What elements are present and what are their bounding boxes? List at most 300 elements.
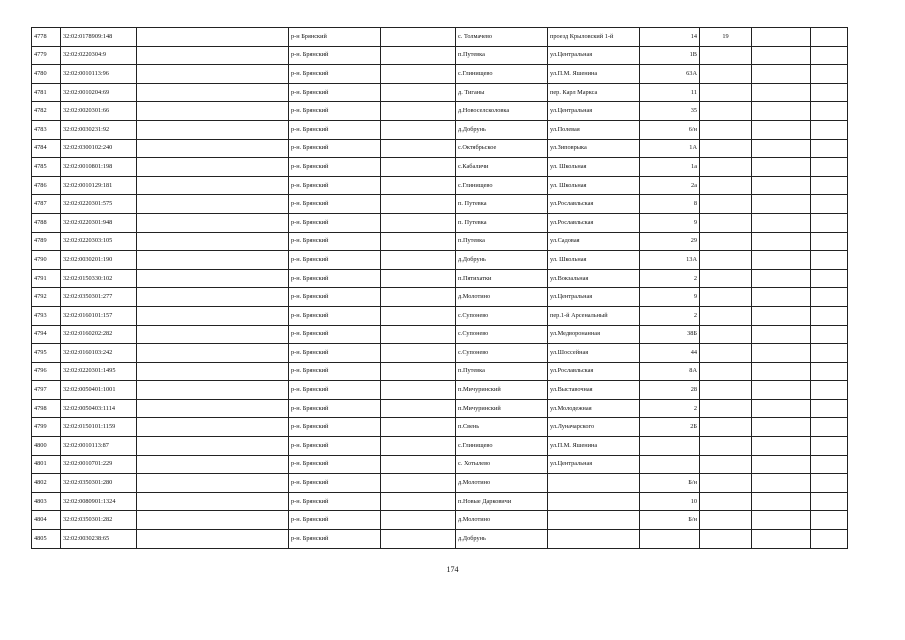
district-cell: р-н. Брянский — [289, 176, 381, 195]
table-body — [32, 28, 848, 549]
house-number-cell: 2 — [640, 269, 700, 288]
locality-cell: п.Пятихатки — [456, 269, 548, 288]
empty-cell — [381, 251, 456, 270]
empty-cell — [381, 269, 456, 288]
empty-cell — [137, 511, 289, 530]
house-number-cell — [640, 530, 700, 549]
empty-cell — [381, 399, 456, 418]
cadastral-number-cell: 32:02:0010204:69 — [61, 83, 137, 102]
extra-value-cell — [700, 65, 752, 84]
locality-cell: с.Октябрьское — [456, 139, 548, 158]
empty-cell — [811, 511, 848, 530]
street-cell — [548, 474, 640, 493]
empty-cell — [137, 176, 289, 195]
row-number-cell: 4801 — [32, 455, 61, 474]
extra-value-cell — [700, 492, 752, 511]
extra-value-cell — [700, 232, 752, 251]
page-number: 174 — [446, 565, 459, 574]
empty-cell — [752, 437, 811, 456]
table-row — [32, 139, 848, 158]
empty-cell — [381, 325, 456, 344]
empty-cell — [752, 455, 811, 474]
table-row — [32, 195, 848, 214]
empty-cell — [137, 492, 289, 511]
cadastral-number-cell: 32:02:0220303:105 — [61, 232, 137, 251]
house-number-cell: Б/н — [640, 474, 700, 493]
house-number-cell: 29 — [640, 232, 700, 251]
cadastral-number-cell: 32:02:0050403:1114 — [61, 399, 137, 418]
cadastral-number-cell: 32:02:0150330:102 — [61, 269, 137, 288]
locality-cell: с.Глинищево — [456, 65, 548, 84]
empty-cell — [752, 251, 811, 270]
house-number-cell: 8А — [640, 362, 700, 381]
cadastral-number-cell: 32:02:0030231:92 — [61, 120, 137, 139]
house-number-cell: 35 — [640, 102, 700, 121]
empty-cell — [137, 325, 289, 344]
empty-cell — [752, 158, 811, 177]
empty-cell — [137, 139, 289, 158]
locality-cell: п.Свень — [456, 418, 548, 437]
house-number-cell: 14 — [640, 28, 700, 47]
locality-cell: д.Добрунь — [456, 120, 548, 139]
cadastral-number-cell: 32:02:0220301:1495 — [61, 362, 137, 381]
table-row — [32, 46, 848, 65]
empty-cell — [381, 102, 456, 121]
house-number-cell: 9 — [640, 288, 700, 307]
row-number-cell: 4794 — [32, 325, 61, 344]
empty-cell — [137, 65, 289, 84]
extra-value-cell — [700, 325, 752, 344]
empty-cell — [811, 474, 848, 493]
empty-cell — [752, 381, 811, 400]
extra-value-cell — [700, 120, 752, 139]
locality-cell: п.Мичуринский — [456, 399, 548, 418]
empty-cell — [381, 28, 456, 47]
street-cell: ул.Центральная — [548, 102, 640, 121]
extra-value-cell — [700, 102, 752, 121]
house-number-cell: 44 — [640, 344, 700, 363]
table-row — [32, 158, 848, 177]
empty-cell — [752, 306, 811, 325]
cadastral-number-cell: 32:02:0010113:96 — [61, 65, 137, 84]
street-cell: пер.1-й Арсенальный — [548, 306, 640, 325]
empty-cell — [381, 46, 456, 65]
empty-cell — [811, 381, 848, 400]
cadastral-number-cell: 32:02:0010129:181 — [61, 176, 137, 195]
extra-value-cell — [700, 381, 752, 400]
table-row — [32, 381, 848, 400]
extra-value-cell — [700, 139, 752, 158]
locality-cell: п. Путевка — [456, 213, 548, 232]
empty-cell — [752, 269, 811, 288]
street-cell: ул.Луначарского — [548, 418, 640, 437]
street-cell — [548, 492, 640, 511]
row-number-cell: 4782 — [32, 102, 61, 121]
empty-cell — [752, 418, 811, 437]
empty-cell — [811, 28, 848, 47]
extra-value-cell — [700, 418, 752, 437]
empty-cell — [381, 381, 456, 400]
empty-cell — [811, 139, 848, 158]
empty-cell — [752, 511, 811, 530]
empty-cell — [381, 437, 456, 456]
cadastral-number-cell: 32:02:0010801:198 — [61, 158, 137, 177]
locality-cell: с.Супонево — [456, 344, 548, 363]
extra-value-cell — [700, 399, 752, 418]
locality-cell: п. Путевка — [456, 195, 548, 214]
empty-cell — [381, 288, 456, 307]
locality-cell: с.Супонево — [456, 325, 548, 344]
street-cell: проезд Крыловский 1-й — [548, 28, 640, 47]
district-cell: р-н. Брянский — [289, 530, 381, 549]
locality-cell: с. Толмачево — [456, 28, 548, 47]
table-row — [32, 288, 848, 307]
street-cell: пер. Карл Маркса — [548, 83, 640, 102]
cadastral-number-cell: 32:02:0350301:280 — [61, 474, 137, 493]
empty-cell — [137, 288, 289, 307]
empty-cell — [811, 418, 848, 437]
house-number-cell — [640, 437, 700, 456]
row-number-cell: 4799 — [32, 418, 61, 437]
street-cell: ул. Школьная — [548, 251, 640, 270]
row-number-cell: 4798 — [32, 399, 61, 418]
empty-cell — [381, 474, 456, 493]
cadastral-number-cell: 32:02:0220304:9 — [61, 46, 137, 65]
empty-cell — [137, 158, 289, 177]
table-row — [32, 306, 848, 325]
extra-value-cell — [700, 251, 752, 270]
empty-cell — [381, 362, 456, 381]
empty-cell — [137, 437, 289, 456]
street-cell — [548, 511, 640, 530]
cadastral-number-cell: 32:02:0030238:65 — [61, 530, 137, 549]
table-row — [32, 362, 848, 381]
empty-cell — [381, 83, 456, 102]
empty-cell — [811, 269, 848, 288]
extra-value-cell: 19 — [700, 28, 752, 47]
locality-cell: д.Новоселсколовка — [456, 102, 548, 121]
empty-cell — [381, 492, 456, 511]
locality-cell: п.Путевка — [456, 46, 548, 65]
empty-cell — [381, 65, 456, 84]
table-row — [32, 213, 848, 232]
empty-cell — [137, 344, 289, 363]
extra-value-cell — [700, 288, 752, 307]
empty-cell — [381, 195, 456, 214]
empty-cell — [381, 213, 456, 232]
empty-cell — [811, 455, 848, 474]
locality-cell: с.Глинищево — [456, 437, 548, 456]
empty-cell — [752, 46, 811, 65]
extra-value-cell — [700, 213, 752, 232]
table-row — [32, 344, 848, 363]
house-number-cell: 9 — [640, 213, 700, 232]
empty-cell — [752, 492, 811, 511]
row-number-cell: 4780 — [32, 65, 61, 84]
row-number-cell: 4787 — [32, 195, 61, 214]
empty-cell — [811, 399, 848, 418]
street-cell: ул.Центральная — [548, 46, 640, 65]
row-number-cell: 4790 — [32, 251, 61, 270]
house-number-cell: 8 — [640, 195, 700, 214]
street-cell: ул.Центральная — [548, 288, 640, 307]
empty-cell — [137, 306, 289, 325]
house-number-cell — [640, 455, 700, 474]
street-cell: ул.Полевая — [548, 120, 640, 139]
street-cell: ул.Медворонанная — [548, 325, 640, 344]
house-number-cell: 1В — [640, 46, 700, 65]
empty-cell — [752, 65, 811, 84]
empty-cell — [752, 530, 811, 549]
street-cell: ул.П.М. Яшенина — [548, 65, 640, 84]
row-number-cell: 4793 — [32, 306, 61, 325]
row-number-cell: 4783 — [32, 120, 61, 139]
locality-cell: п.Мичуринский — [456, 381, 548, 400]
street-cell: ул. Школьная — [548, 176, 640, 195]
street-cell: ул. Школьная — [548, 158, 640, 177]
district-cell: р-н. Брянский — [289, 399, 381, 418]
empty-cell — [752, 399, 811, 418]
district-cell: р-н. Брянский — [289, 195, 381, 214]
district-cell: р-н. Брянский — [289, 362, 381, 381]
locality-cell: д.Добрунь — [456, 251, 548, 270]
house-number-cell: Б/н — [640, 511, 700, 530]
empty-cell — [137, 213, 289, 232]
table-row — [32, 65, 848, 84]
extra-value-cell — [700, 195, 752, 214]
district-cell: р-н. Брянский — [289, 232, 381, 251]
empty-cell — [137, 399, 289, 418]
district-cell: р-н. Брянский — [289, 251, 381, 270]
table-row — [32, 28, 848, 47]
empty-cell — [137, 455, 289, 474]
empty-cell — [381, 344, 456, 363]
cadastral-number-cell: 32:02:0010113:87 — [61, 437, 137, 456]
empty-cell — [137, 418, 289, 437]
row-number-cell: 4795 — [32, 344, 61, 363]
district-cell: р-н. Брянский — [289, 325, 381, 344]
empty-cell — [381, 306, 456, 325]
row-number-cell: 4781 — [32, 83, 61, 102]
row-number-cell: 4784 — [32, 139, 61, 158]
district-cell: р-н. Брянский — [289, 306, 381, 325]
table-row — [32, 232, 848, 251]
locality-cell: д.Молотино — [456, 288, 548, 307]
extra-value-cell — [700, 530, 752, 549]
house-number-cell: 28 — [640, 381, 700, 400]
row-number-cell: 4796 — [32, 362, 61, 381]
row-number-cell: 4800 — [32, 437, 61, 456]
street-cell: ул.Выставочная — [548, 381, 640, 400]
empty-cell — [752, 474, 811, 493]
empty-cell — [137, 232, 289, 251]
table-row — [32, 176, 848, 195]
locality-cell: д.Добрунь — [456, 530, 548, 549]
empty-cell — [137, 83, 289, 102]
street-cell: ул.Садовая — [548, 232, 640, 251]
empty-cell — [137, 28, 289, 47]
empty-cell — [137, 120, 289, 139]
row-number-cell: 4802 — [32, 474, 61, 493]
table-row — [32, 399, 848, 418]
cadastral-number-cell: 32:02:0300102:240 — [61, 139, 137, 158]
empty-cell — [752, 362, 811, 381]
empty-cell — [811, 213, 848, 232]
row-number-cell: 4803 — [32, 492, 61, 511]
table-row — [32, 511, 848, 530]
empty-cell — [811, 325, 848, 344]
row-number-cell: 4779 — [32, 46, 61, 65]
empty-cell — [752, 213, 811, 232]
house-number-cell: 6/н — [640, 120, 700, 139]
cadastral-number-cell: 32:02:0350301:277 — [61, 288, 137, 307]
extra-value-cell — [700, 362, 752, 381]
table-row — [32, 102, 848, 121]
empty-cell — [381, 176, 456, 195]
table-row — [32, 455, 848, 474]
empty-cell — [811, 344, 848, 363]
district-cell: р-н. Брянский — [289, 344, 381, 363]
cadastral-number-cell: 32:02:0220301:575 — [61, 195, 137, 214]
empty-cell — [752, 195, 811, 214]
street-cell: ул.Рославльская — [548, 195, 640, 214]
empty-cell — [381, 120, 456, 139]
row-number-cell: 4804 — [32, 511, 61, 530]
cadastral-number-cell: 32:02:0030201:190 — [61, 251, 137, 270]
empty-cell — [752, 176, 811, 195]
house-number-cell: 2 — [640, 399, 700, 418]
empty-cell — [811, 232, 848, 251]
district-cell: р-н. Брянский — [289, 437, 381, 456]
locality-cell: с.Супонево — [456, 306, 548, 325]
empty-cell — [137, 251, 289, 270]
extra-value-cell — [700, 158, 752, 177]
empty-cell — [381, 232, 456, 251]
house-number-cell: 1а — [640, 158, 700, 177]
extra-value-cell — [700, 176, 752, 195]
table-row — [32, 120, 848, 139]
empty-cell — [137, 269, 289, 288]
empty-cell — [811, 176, 848, 195]
extra-value-cell — [700, 269, 752, 288]
district-cell: р-н Брянский — [289, 28, 381, 47]
empty-cell — [752, 232, 811, 251]
street-cell: ул.Вокзальная — [548, 269, 640, 288]
extra-value-cell — [700, 46, 752, 65]
cadastral-number-cell: 32:02:0020301:66 — [61, 102, 137, 121]
empty-cell — [811, 102, 848, 121]
empty-cell — [811, 251, 848, 270]
row-number-cell: 4789 — [32, 232, 61, 251]
cadastral-number-cell: 32:02:0160202:282 — [61, 325, 137, 344]
locality-cell: с.Глинищево — [456, 176, 548, 195]
cadastral-number-cell: 32:02:0160103:242 — [61, 344, 137, 363]
table-row — [32, 492, 848, 511]
locality-cell: д.Молотино — [456, 474, 548, 493]
street-cell — [548, 530, 640, 549]
row-number-cell: 4788 — [32, 213, 61, 232]
empty-cell — [137, 195, 289, 214]
empty-cell — [137, 46, 289, 65]
empty-cell — [381, 139, 456, 158]
empty-cell — [811, 46, 848, 65]
street-cell: ул.Шоссейная — [548, 344, 640, 363]
house-number-cell: 2Б — [640, 418, 700, 437]
table-row — [32, 418, 848, 437]
house-number-cell: 38Б — [640, 325, 700, 344]
district-cell: р-н. Брянский — [289, 288, 381, 307]
cadastral-number-cell: 32:02:0350301:282 — [61, 511, 137, 530]
empty-cell — [811, 195, 848, 214]
house-number-cell: 2 — [640, 306, 700, 325]
locality-cell: п.Новые Дарковичи — [456, 492, 548, 511]
house-number-cell: 63А — [640, 65, 700, 84]
district-cell: р-н. Брянский — [289, 213, 381, 232]
district-cell: р-н. Брянский — [289, 511, 381, 530]
cadastral-number-cell: 32:02:0150101:1159 — [61, 418, 137, 437]
empty-cell — [381, 158, 456, 177]
cadastral-number-cell: 32:02:0010701:229 — [61, 455, 137, 474]
table-row — [32, 437, 848, 456]
district-cell: р-н. Брянский — [289, 102, 381, 121]
row-number-cell: 4785 — [32, 158, 61, 177]
locality-cell: д.Молотино — [456, 511, 548, 530]
empty-cell — [137, 474, 289, 493]
table-row — [32, 530, 848, 549]
street-cell: ул.Рославльская — [548, 213, 640, 232]
empty-cell — [811, 492, 848, 511]
district-cell: р-н. Брянский — [289, 139, 381, 158]
extra-value-cell — [700, 306, 752, 325]
table-row — [32, 83, 848, 102]
district-cell: р-н. Брянский — [289, 474, 381, 493]
empty-cell — [811, 83, 848, 102]
empty-cell — [811, 362, 848, 381]
row-number-cell: 4778 — [32, 28, 61, 47]
district-cell: р-н. Брянский — [289, 158, 381, 177]
empty-cell — [811, 306, 848, 325]
extra-value-cell — [700, 83, 752, 102]
empty-cell — [137, 102, 289, 121]
empty-cell — [381, 530, 456, 549]
street-cell: ул.Рославльская — [548, 362, 640, 381]
district-cell: р-н. Брянский — [289, 381, 381, 400]
street-cell: ул.Зиповрыка — [548, 139, 640, 158]
district-cell: р-н. Брянский — [289, 65, 381, 84]
row-number-cell: 4797 — [32, 381, 61, 400]
extra-value-cell — [700, 511, 752, 530]
row-number-cell: 4805 — [32, 530, 61, 549]
table-row — [32, 325, 848, 344]
extra-value-cell — [700, 437, 752, 456]
locality-cell: п.Путевка — [456, 362, 548, 381]
empty-cell — [811, 158, 848, 177]
house-number-cell: 1А — [640, 139, 700, 158]
locality-cell: с.Кабаличи — [456, 158, 548, 177]
locality-cell: п.Путевка — [456, 232, 548, 251]
cadastral-number-cell: 32:02:0080901:1324 — [61, 492, 137, 511]
street-cell: ул.Центральная — [548, 455, 640, 474]
row-number-cell: 4792 — [32, 288, 61, 307]
table-row — [32, 251, 848, 270]
table-row — [32, 474, 848, 493]
table-row — [32, 269, 848, 288]
district-cell: р-н. Брянский — [289, 120, 381, 139]
empty-cell — [381, 418, 456, 437]
empty-cell — [137, 530, 289, 549]
registry-table — [31, 27, 848, 549]
empty-cell — [811, 437, 848, 456]
